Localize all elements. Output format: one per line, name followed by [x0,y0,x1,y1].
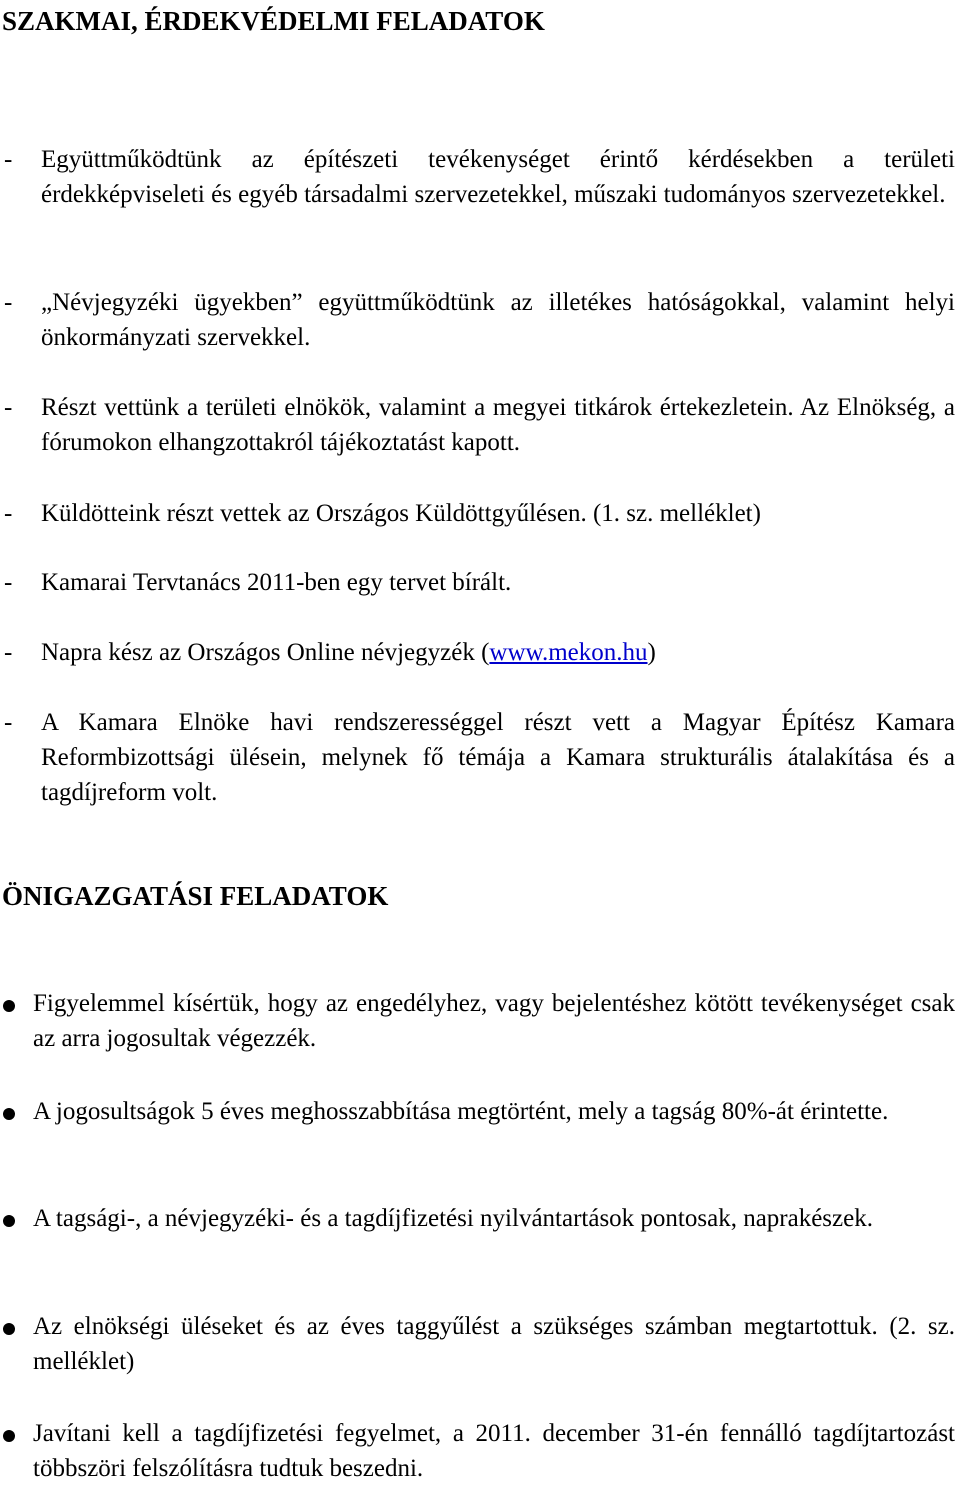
link-item-before: Napra kész az Országos Online névjegyzék ( [41,639,490,666]
list-item [0,1416,958,1486]
list-item [0,1309,958,1379]
bullet-icon [3,1430,15,1442]
list-item-text: Együttműködtünk az építészeti tevékenységet érintő kérdésekben a területi érdekképviseleti és egyéb társadalmi szervezetekkel, műszaki tudományos szervezetekkel. [41,146,955,208]
bullet-icon [3,1215,15,1227]
list-item [0,496,958,531]
list-item [0,635,958,670]
bullet-icon [3,1000,15,1012]
list-item [0,986,958,1056]
mekon-link[interactable]: www.mekon.hu [489,639,648,666]
list-item [0,1094,958,1129]
dash-marker: - [4,289,13,316]
link-item-after: ) [647,639,656,666]
dash-marker: - [4,394,13,421]
list-item [0,390,958,460]
list-item-text [41,635,955,670]
list-item-text: A jogosultságok 5 éves meghosszabbítása megtörtént, mely a tagság 80%-át érintette. [33,1098,889,1125]
list-item-text: A Kamara Elnöke havi rendszerességgel részt vett a Magyar Építész Kamara Reformbizottsági ülésein, melynek fő témája a Kamara strukturális átalakítása és a tagdíjreform volt. [41,709,955,806]
bullet-icon [3,1108,15,1120]
list-item [0,285,958,355]
dash-marker: - [4,709,13,736]
list-item [0,142,958,212]
list-item [0,1201,958,1236]
dash-marker: - [4,569,13,596]
dash-marker: - [4,500,13,527]
list-item-text: „Névjegyzéki ügyekben” együttműködtünk az illetékes hatóságokkal, valamint helyi önkormányzati szervekkel. [41,289,955,351]
list-item-text: Részt vettünk a területi elnökök, valamint a megyei titkárok értekezletein. Az Elnökség, a fórumokon elhangzottakról tájékoztatást kapott. [41,394,955,456]
section-title-onigazgatasi: ÖNIGAZGATÁSI FELADATOK [2,881,389,911]
dash-marker: - [4,146,13,173]
list-item [0,705,958,810]
dash-marker: - [4,639,13,666]
list-item-text: Küldötteink részt vettek az Országos Küldöttgyűlésen. (1. sz. melléklet) [41,500,761,527]
list-item-text: Az elnökségi üléseket és az éves taggyűlést a szükséges számban megtartottuk. (2. sz. melléklet) [33,1313,955,1375]
list-item-text: A tagsági-, a névjegyzéki- és a tagdíjfizetési nyilvántartások pontosak, naprakészek. [33,1205,873,1232]
bullet-icon [3,1323,15,1335]
section-title-szakmai: SZAKMAI, ÉRDEKVÉDELMI FELADATOK [2,6,545,36]
list-item-text: Javítani kell a tagdíjfizetési fegyelmet, a 2011. december 31-én fennálló tagdíjtartozást többszöri felszólításra tudtuk beszedni. [33,1420,955,1482]
list-item [0,565,958,600]
list-item-text: Kamarai Tervtanács 2011-ben egy tervet bírált. [41,569,512,596]
list-item-text: Figyelemmel kísértük, hogy az engedélyhez, vagy bejelentéshez kötött tevékenységet csak az arra jogosultak végezzék. [33,990,955,1052]
